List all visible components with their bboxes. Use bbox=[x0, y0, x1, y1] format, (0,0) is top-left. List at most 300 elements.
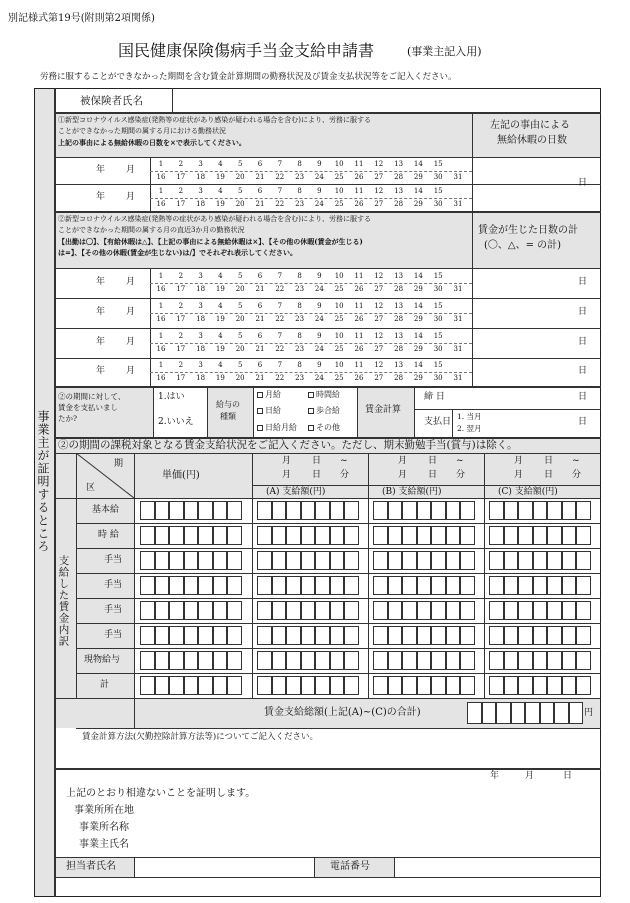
amount-digit-box[interactable] bbox=[533, 526, 548, 545]
amount-digit-box[interactable] bbox=[402, 526, 417, 545]
amount-digit-box[interactable] bbox=[373, 501, 388, 520]
month-input[interactable] bbox=[106, 160, 124, 181]
amount-digit-box[interactable] bbox=[518, 676, 533, 695]
amount-digit-box[interactable] bbox=[518, 551, 533, 570]
amount-digit-box[interactable] bbox=[198, 551, 213, 570]
amount-digit-box[interactable] bbox=[460, 676, 475, 695]
amount-digit-box[interactable] bbox=[402, 501, 417, 520]
amount-digit-box[interactable] bbox=[315, 526, 330, 545]
amount-digit-box[interactable] bbox=[518, 501, 533, 520]
year-input[interactable] bbox=[74, 187, 90, 208]
paid-question: ②の期間に対して、 bbox=[58, 392, 126, 401]
amount-digit-box[interactable] bbox=[344, 601, 359, 620]
amount-digit-box[interactable] bbox=[576, 651, 591, 670]
total-digit-box[interactable] bbox=[525, 702, 540, 724]
days-count-input[interactable] bbox=[474, 330, 574, 356]
contact-person-input[interactable] bbox=[136, 859, 312, 875]
amount-digit-box[interactable] bbox=[330, 676, 345, 695]
year-input[interactable] bbox=[74, 271, 90, 295]
amount-digit-box[interactable] bbox=[315, 676, 330, 695]
amount-digit-box[interactable] bbox=[576, 676, 591, 695]
amount-digit-box[interactable] bbox=[272, 626, 287, 645]
amount-digit-box[interactable] bbox=[562, 576, 577, 595]
total-digit-box[interactable] bbox=[554, 702, 569, 724]
amount-digit-box[interactable] bbox=[547, 576, 562, 595]
amount-digit-box[interactable] bbox=[286, 651, 301, 670]
form-number: 別記様式第19号(附則第2項関係) bbox=[8, 13, 155, 24]
amount-digit-box[interactable] bbox=[504, 601, 519, 620]
period-start-day: 日 bbox=[428, 456, 438, 466]
section2-right-header: 賃金が生じた日数の計 bbox=[478, 225, 578, 236]
amount-digit-box[interactable] bbox=[460, 626, 475, 645]
amount-digit-box[interactable] bbox=[402, 551, 417, 570]
amount-digit-box[interactable] bbox=[286, 526, 301, 545]
amount-digit-box[interactable] bbox=[169, 551, 184, 570]
amount-digit-box[interactable] bbox=[402, 601, 417, 620]
amount-digit-box[interactable] bbox=[388, 576, 403, 595]
amount-digit-box[interactable] bbox=[213, 676, 228, 695]
amount-digit-box[interactable] bbox=[402, 576, 417, 595]
amount-digit-box[interactable] bbox=[301, 501, 316, 520]
month-input[interactable] bbox=[106, 361, 124, 383]
amount-digit-box[interactable] bbox=[402, 676, 417, 695]
amount-digit-box[interactable] bbox=[446, 551, 461, 570]
amount-digit-box[interactable] bbox=[344, 626, 359, 645]
calendar-row: 年 月 1 2 3 4 5 6 7 8 9 10 11 12 13 14 15 16 17 18 19 20 21 22 23 24 25 26 27 28 29 30 31 bbox=[54, 184, 601, 211]
amount-digit-box[interactable] bbox=[227, 626, 242, 645]
amount-digit-box[interactable] bbox=[330, 626, 345, 645]
amount-digit-box[interactable] bbox=[373, 651, 388, 670]
amount-digit-box[interactable] bbox=[431, 551, 446, 570]
amount-digit-box[interactable] bbox=[315, 501, 330, 520]
amount-digit-box[interactable] bbox=[184, 626, 199, 645]
amount-digit-box[interactable] bbox=[562, 676, 577, 695]
owner-name-input[interactable] bbox=[150, 837, 590, 853]
amount-digit-box[interactable] bbox=[301, 676, 316, 695]
amount-digit-box[interactable] bbox=[330, 601, 345, 620]
amount-digit-box[interactable] bbox=[155, 676, 170, 695]
period-start-month: 月 bbox=[282, 456, 292, 466]
amount-digit-box[interactable] bbox=[402, 626, 417, 645]
certify-day: 日 bbox=[563, 771, 573, 781]
amount-digit-box[interactable] bbox=[533, 626, 548, 645]
amount-digit-box[interactable] bbox=[446, 576, 461, 595]
amount-digit-box[interactable] bbox=[533, 601, 548, 620]
wage-piece-checkbox[interactable]: 歩合給 bbox=[308, 407, 340, 415]
amount-digit-box[interactable] bbox=[562, 626, 577, 645]
amount-digit-box[interactable] bbox=[315, 551, 330, 570]
days-count-input[interactable] bbox=[474, 270, 574, 296]
amount-digit-box[interactable] bbox=[344, 501, 359, 520]
wage-row-label: 計 bbox=[100, 680, 110, 690]
amount-digit-box[interactable] bbox=[562, 651, 577, 670]
amount-digit-box[interactable] bbox=[169, 676, 184, 695]
amount-digit-box[interactable] bbox=[518, 526, 533, 545]
amount-digit-box[interactable] bbox=[315, 576, 330, 595]
amount-digit-box[interactable] bbox=[431, 526, 446, 545]
month-label: 月 bbox=[126, 277, 136, 287]
amount-digit-box[interactable] bbox=[198, 651, 213, 670]
amount-digit-box[interactable] bbox=[169, 576, 184, 595]
amount-digit-box[interactable] bbox=[213, 576, 228, 595]
amount-digit-box[interactable] bbox=[460, 601, 475, 620]
insured-name-label: 被保険者氏名 bbox=[80, 95, 143, 107]
total-digit-box[interactable] bbox=[540, 702, 555, 724]
amount-digit-box[interactable] bbox=[446, 501, 461, 520]
year-input[interactable] bbox=[74, 301, 90, 325]
amount-digit-box[interactable] bbox=[533, 651, 548, 670]
amount-digit-box[interactable] bbox=[547, 626, 562, 645]
amount-digit-box[interactable] bbox=[446, 676, 461, 695]
amount-digit-box[interactable] bbox=[184, 651, 199, 670]
amount-digit-box[interactable] bbox=[213, 501, 228, 520]
amount-digit-box[interactable] bbox=[140, 626, 155, 645]
total-digit-box[interactable] bbox=[511, 702, 526, 724]
amount-digit-box[interactable] bbox=[155, 651, 170, 670]
amount-digit-box[interactable] bbox=[373, 526, 388, 545]
amount-digit-box[interactable] bbox=[169, 626, 184, 645]
amount-digit-box[interactable] bbox=[140, 576, 155, 595]
amount-digit-box[interactable] bbox=[460, 576, 475, 595]
amount-digit-box[interactable] bbox=[388, 651, 403, 670]
amount-digit-box[interactable] bbox=[315, 601, 330, 620]
amount-digit-box[interactable] bbox=[169, 526, 184, 545]
total-digit-box[interactable] bbox=[569, 702, 584, 724]
amount-digit-box[interactable] bbox=[562, 501, 577, 520]
amount-digit-box[interactable] bbox=[547, 551, 562, 570]
amount-digit-box[interactable] bbox=[489, 501, 504, 520]
amount-digit-box[interactable] bbox=[227, 526, 242, 545]
amount-digit-box[interactable] bbox=[330, 551, 345, 570]
amount-digit-box[interactable] bbox=[344, 576, 359, 595]
amount-digit-box[interactable] bbox=[446, 651, 461, 670]
amount-digit-box[interactable] bbox=[257, 676, 272, 695]
amount-digit-box[interactable] bbox=[330, 501, 345, 520]
period-start-month: 月 bbox=[514, 456, 524, 466]
closing-day-label: 締 日 bbox=[424, 392, 445, 402]
amount-digit-box[interactable] bbox=[184, 501, 199, 520]
amount-digit-box[interactable] bbox=[431, 501, 446, 520]
amount-digit-box[interactable] bbox=[184, 526, 199, 545]
amount-digit-box[interactable] bbox=[227, 651, 242, 670]
amount-digit-box[interactable] bbox=[417, 626, 432, 645]
wage-monthly-checkbox[interactable]: 月給 bbox=[257, 391, 281, 399]
days-count-input[interactable] bbox=[474, 360, 574, 384]
amount-digit-box[interactable] bbox=[373, 576, 388, 595]
wage-other-checkbox[interactable]: その他 bbox=[308, 424, 340, 432]
amount-digit-box[interactable] bbox=[227, 501, 242, 520]
amount-digit-box[interactable] bbox=[257, 576, 272, 595]
month-label: 月 bbox=[126, 366, 136, 376]
amount-digit-box[interactable] bbox=[198, 601, 213, 620]
amount-digit-box[interactable] bbox=[330, 576, 345, 595]
amount-digit-box[interactable] bbox=[286, 501, 301, 520]
page-subtitle: (事業主記入用) bbox=[407, 45, 482, 58]
amount-digit-box[interactable] bbox=[417, 526, 432, 545]
amount-digit-box[interactable] bbox=[547, 651, 562, 670]
amount-digit-box[interactable] bbox=[198, 501, 213, 520]
payday-label: 支払日 bbox=[424, 417, 452, 427]
amount-digit-box[interactable] bbox=[140, 651, 155, 670]
amount-digit-box[interactable] bbox=[315, 651, 330, 670]
amount-digit-box[interactable] bbox=[155, 526, 170, 545]
amount-digit-box[interactable] bbox=[533, 676, 548, 695]
amount-digit-box[interactable] bbox=[198, 526, 213, 545]
amount-digit-box[interactable] bbox=[198, 676, 213, 695]
amount-digit-box[interactable] bbox=[547, 601, 562, 620]
amount-digit-box[interactable] bbox=[286, 576, 301, 595]
period-end-day: 日 bbox=[544, 470, 554, 480]
total-digit-box[interactable] bbox=[467, 702, 482, 724]
amount-digit-box[interactable] bbox=[272, 676, 287, 695]
calendar-row: 年 月 1 2 3 4 5 6 7 8 9 10 11 12 13 14 15 16 17 18 19 20 21 22 23 24 25 26 27 28 29 30 31 bbox=[54, 328, 601, 358]
amount-digit-box[interactable] bbox=[504, 626, 519, 645]
amount-digit-box[interactable] bbox=[388, 551, 403, 570]
amount-digit-box[interactable] bbox=[184, 676, 199, 695]
amount-digit-box[interactable] bbox=[344, 651, 359, 670]
amount-digit-box[interactable] bbox=[388, 676, 403, 695]
amount-digit-box[interactable] bbox=[576, 501, 591, 520]
calc-method-label: 賃金計算方法(欠勤控除計算方法等)についてご記入ください。 bbox=[82, 732, 318, 742]
amount-digit-box[interactable] bbox=[286, 626, 301, 645]
office-address-input[interactable] bbox=[150, 803, 590, 819]
amount-digit-box[interactable] bbox=[576, 601, 591, 620]
amount-digit-box[interactable] bbox=[518, 651, 533, 670]
amount-digit-box[interactable] bbox=[576, 526, 591, 545]
amount-digit-box[interactable] bbox=[460, 551, 475, 570]
amount-digit-box[interactable] bbox=[155, 551, 170, 570]
calc-method-input[interactable] bbox=[80, 746, 598, 766]
insured-name-input[interactable] bbox=[174, 90, 599, 110]
amount-digit-box[interactable] bbox=[272, 651, 287, 670]
amount-digit-box[interactable] bbox=[169, 501, 184, 520]
amount-digit-box[interactable] bbox=[562, 526, 577, 545]
amount-digit-box[interactable] bbox=[460, 651, 475, 670]
amount-digit-box[interactable] bbox=[155, 576, 170, 595]
amount-digit-box[interactable] bbox=[547, 676, 562, 695]
year-input[interactable] bbox=[74, 160, 90, 181]
phone-input[interactable] bbox=[396, 859, 599, 875]
amount-digit-box[interactable] bbox=[227, 676, 242, 695]
amount-digit-box[interactable] bbox=[547, 501, 562, 520]
amount-digit-box[interactable] bbox=[184, 601, 199, 620]
amount-digit-box[interactable] bbox=[373, 626, 388, 645]
amount-digit-box[interactable] bbox=[373, 551, 388, 570]
office-name-label: 事業所名称 bbox=[79, 822, 129, 833]
wage-daily-checkbox[interactable]: 日給 bbox=[257, 407, 281, 415]
amount-digit-box[interactable] bbox=[257, 551, 272, 570]
amount-digit-box[interactable] bbox=[227, 601, 242, 620]
days-count-input[interactable] bbox=[474, 300, 574, 326]
wage-row-label: 手当 bbox=[104, 555, 123, 565]
total-digit-box[interactable] bbox=[482, 702, 497, 724]
amount-digit-box[interactable] bbox=[155, 626, 170, 645]
amount-digit-box[interactable] bbox=[257, 626, 272, 645]
amount-digit-box[interactable] bbox=[257, 501, 272, 520]
amount-digit-box[interactable] bbox=[155, 501, 170, 520]
amount-digit-box[interactable] bbox=[301, 551, 316, 570]
amount-digit-box[interactable] bbox=[257, 526, 272, 545]
amount-digit-box[interactable] bbox=[213, 601, 228, 620]
year-input[interactable] bbox=[74, 331, 90, 355]
paid-yes-option[interactable]: 1.はい bbox=[158, 392, 185, 402]
amount-digit-box[interactable] bbox=[576, 576, 591, 595]
amount-digit-box[interactable] bbox=[533, 551, 548, 570]
wage-row-label: 基本給 bbox=[92, 505, 120, 515]
amount-digit-box[interactable] bbox=[431, 576, 446, 595]
amount-digit-box[interactable] bbox=[504, 501, 519, 520]
amount-digit-box[interactable] bbox=[227, 551, 242, 570]
amount-digit-box[interactable] bbox=[446, 626, 461, 645]
amount-digit-box[interactable] bbox=[388, 526, 403, 545]
amount-digit-box[interactable] bbox=[431, 626, 446, 645]
amount-digit-box[interactable] bbox=[489, 626, 504, 645]
month-input[interactable] bbox=[106, 271, 124, 295]
amount-digit-box[interactable] bbox=[257, 601, 272, 620]
amount-digit-box[interactable] bbox=[460, 526, 475, 545]
year-input[interactable] bbox=[74, 361, 90, 383]
day-unit: 日 bbox=[578, 178, 588, 188]
amount-digit-box[interactable] bbox=[518, 626, 533, 645]
amount-digit-box[interactable] bbox=[417, 576, 432, 595]
paid-no-option[interactable]: 2.いいえ bbox=[158, 417, 194, 427]
amount-digit-box[interactable] bbox=[198, 626, 213, 645]
amount-digit-box[interactable] bbox=[489, 651, 504, 670]
wage-row-label: 現物給与 bbox=[84, 655, 121, 665]
amount-digit-box[interactable] bbox=[417, 651, 432, 670]
amount-digit-box[interactable] bbox=[504, 651, 519, 670]
amount-digit-box[interactable] bbox=[431, 651, 446, 670]
amount-digit-box[interactable] bbox=[518, 576, 533, 595]
amount-digit-box[interactable] bbox=[286, 551, 301, 570]
amount-digit-box[interactable] bbox=[373, 601, 388, 620]
amount-digit-box[interactable] bbox=[576, 551, 591, 570]
amount-digit-box[interactable] bbox=[286, 676, 301, 695]
amount-digit-box[interactable] bbox=[213, 651, 228, 670]
amount-digit-box[interactable] bbox=[518, 601, 533, 620]
day-unit: 日 bbox=[578, 277, 588, 287]
amount-digit-box[interactable] bbox=[301, 626, 316, 645]
amount-digit-box[interactable] bbox=[184, 576, 199, 595]
office-name-input[interactable] bbox=[150, 820, 590, 836]
amount-digit-box[interactable] bbox=[504, 576, 519, 595]
period-end-day: 日 bbox=[428, 470, 438, 480]
amount-digit-box[interactable] bbox=[562, 551, 577, 570]
amount-digit-box[interactable] bbox=[446, 601, 461, 620]
amount-digit-box[interactable] bbox=[155, 601, 170, 620]
amount-digit-box[interactable] bbox=[504, 676, 519, 695]
month-input[interactable] bbox=[106, 301, 124, 325]
amount-digit-box[interactable] bbox=[140, 526, 155, 545]
amount-digit-box[interactable] bbox=[169, 601, 184, 620]
amount-digit-box[interactable] bbox=[489, 676, 504, 695]
amount-digit-box[interactable] bbox=[213, 551, 228, 570]
total-digit-box[interactable] bbox=[496, 702, 511, 724]
certify-statement: 上記のとおり相違ないことを証明します。 bbox=[66, 788, 256, 799]
amount-digit-box[interactable] bbox=[184, 551, 199, 570]
amount-digit-box[interactable] bbox=[547, 526, 562, 545]
amount-digit-box[interactable] bbox=[140, 601, 155, 620]
wage-daily-monthly-checkbox[interactable]: 日給月給 bbox=[257, 424, 297, 432]
amount-digit-box[interactable] bbox=[431, 601, 446, 620]
amount-digit-box[interactable] bbox=[344, 551, 359, 570]
amount-digit-box[interactable] bbox=[533, 501, 548, 520]
amount-digit-box[interactable] bbox=[533, 576, 548, 595]
amount-digit-box[interactable] bbox=[431, 676, 446, 695]
year-label: 年 bbox=[96, 307, 106, 317]
amount-digit-box[interactable] bbox=[402, 651, 417, 670]
amount-digit-box[interactable] bbox=[272, 526, 287, 545]
amount-digit-box[interactable] bbox=[198, 576, 213, 595]
period-end-day: 日 bbox=[312, 470, 322, 480]
wage-row-label: 手当 bbox=[104, 630, 123, 640]
month-input[interactable] bbox=[106, 331, 124, 355]
amount-digit-box[interactable] bbox=[169, 651, 184, 670]
amount-digit-box[interactable] bbox=[504, 526, 519, 545]
certify-month: 月 bbox=[525, 771, 535, 781]
amount-digit-box[interactable] bbox=[562, 601, 577, 620]
amount-digit-box[interactable] bbox=[489, 526, 504, 545]
amount-digit-box[interactable] bbox=[388, 501, 403, 520]
amount-digit-box[interactable] bbox=[272, 501, 287, 520]
days-count-input[interactable] bbox=[474, 159, 574, 209]
amount-digit-box[interactable] bbox=[417, 501, 432, 520]
amount-digit-box[interactable] bbox=[504, 551, 519, 570]
month-input[interactable] bbox=[106, 187, 124, 208]
amount-digit-box[interactable] bbox=[272, 551, 287, 570]
wage-row-label: 手当 bbox=[104, 580, 123, 590]
payday-next-month[interactable]: 2. 翌月 bbox=[457, 424, 482, 433]
amount-digit-box[interactable] bbox=[388, 626, 403, 645]
amount-digit-box[interactable] bbox=[272, 601, 287, 620]
amount-digit-box[interactable] bbox=[213, 626, 228, 645]
section3-heading: ②の期間の課税対象となる賃金支給状況をご記入ください。ただし、期末勤勉手当(賞与)は除く。 bbox=[58, 439, 518, 451]
amount-digit-box[interactable] bbox=[417, 676, 432, 695]
amount-digit-box[interactable] bbox=[489, 551, 504, 570]
amount-digit-box[interactable] bbox=[301, 601, 316, 620]
amount-digit-box[interactable] bbox=[213, 526, 228, 545]
amount-digit-box[interactable] bbox=[140, 501, 155, 520]
amount-digit-box[interactable] bbox=[417, 601, 432, 620]
amount-digit-box[interactable] bbox=[315, 626, 330, 645]
amount-digit-box[interactable] bbox=[272, 576, 287, 595]
amount-digit-box[interactable] bbox=[227, 576, 242, 595]
amount-digit-box[interactable] bbox=[257, 651, 272, 670]
amount-digit-box[interactable] bbox=[489, 601, 504, 620]
amount-digit-box[interactable] bbox=[388, 601, 403, 620]
amount-digit-box[interactable] bbox=[140, 551, 155, 570]
amount-digit-box[interactable] bbox=[417, 551, 432, 570]
amount-digit-box[interactable] bbox=[286, 601, 301, 620]
amount-digit-box[interactable] bbox=[576, 626, 591, 645]
amount-digit-box[interactable] bbox=[330, 651, 345, 670]
wage-hourly-checkbox[interactable]: 時間給 bbox=[308, 391, 340, 399]
amount-digit-box[interactable] bbox=[301, 576, 316, 595]
amount-digit-box[interactable] bbox=[344, 676, 359, 695]
amount-digit-box[interactable] bbox=[446, 526, 461, 545]
payday-this-month[interactable]: 1. 当月 bbox=[457, 412, 482, 421]
amount-digit-box[interactable] bbox=[344, 526, 359, 545]
amount-digit-box[interactable] bbox=[301, 526, 316, 545]
contact-person-label: 担当者氏名 bbox=[66, 861, 116, 872]
year-label: 年 bbox=[96, 164, 106, 175]
amount-digit-box[interactable] bbox=[140, 676, 155, 695]
amount-digit-box[interactable] bbox=[330, 526, 345, 545]
amount-digit-box[interactable] bbox=[373, 676, 388, 695]
amount-digit-box[interactable] bbox=[460, 501, 475, 520]
amount-digit-box[interactable] bbox=[489, 576, 504, 595]
amount-digit-box[interactable] bbox=[301, 651, 316, 670]
